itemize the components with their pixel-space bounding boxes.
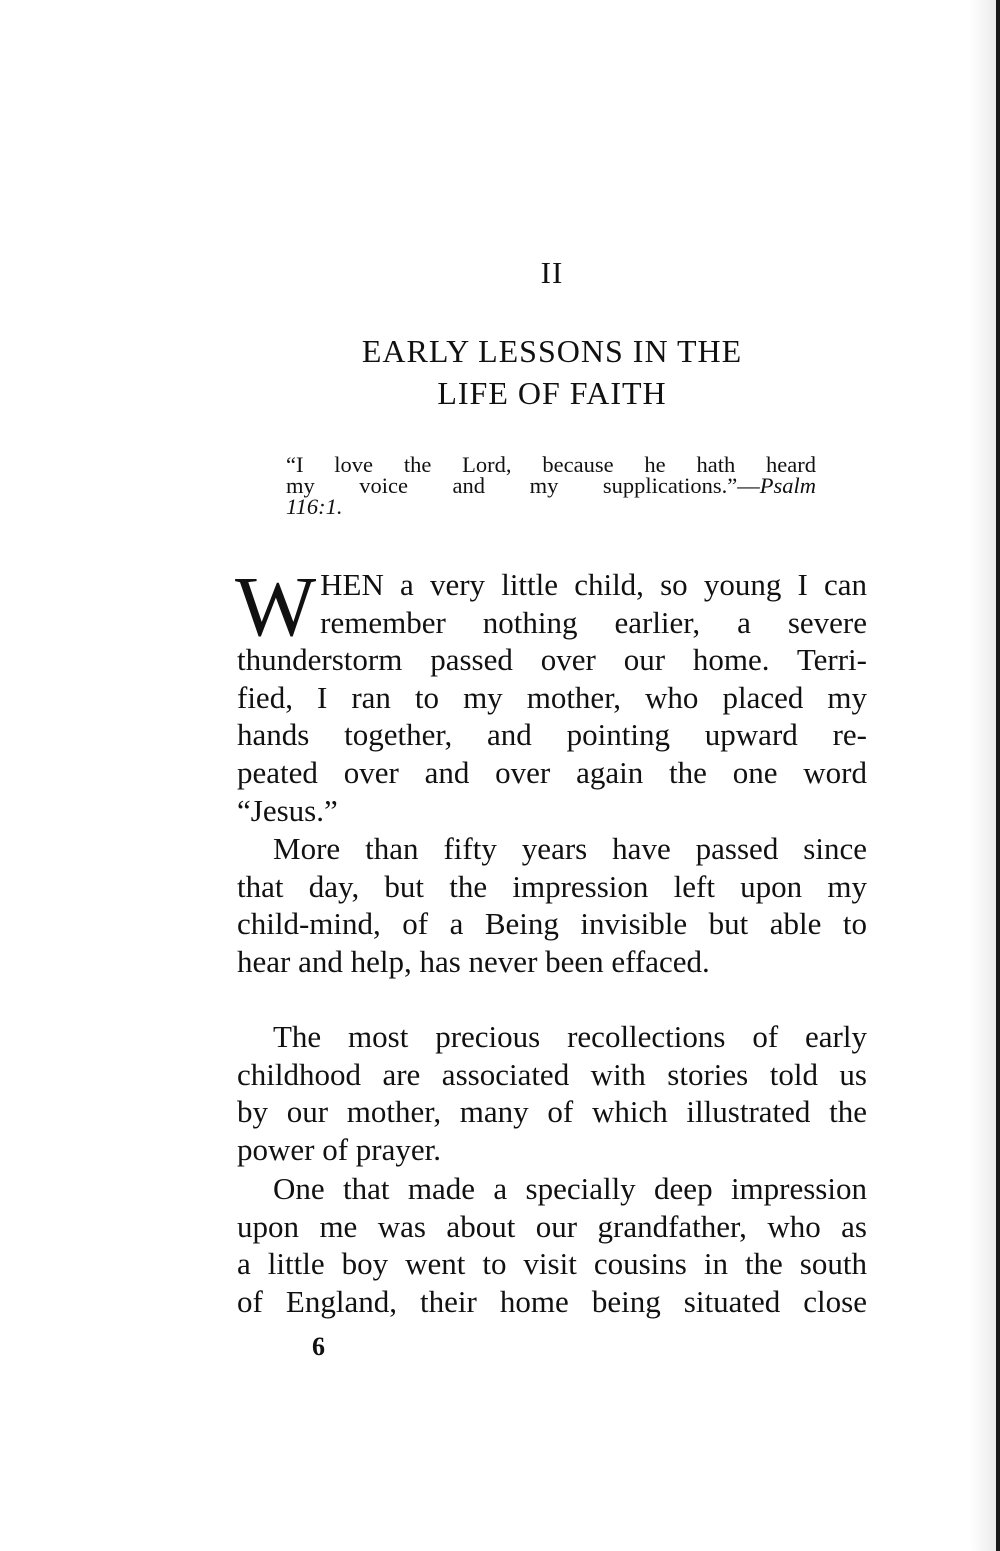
- paragraph-4-line-1: One that made a specially deep impression: [273, 1171, 867, 1206]
- paragraph-2-line-4: hear and help, has never been effaced.: [237, 943, 710, 979]
- paragraph-2-line-3: child-mind, of a Being invisible but able to: [237, 906, 867, 942]
- page-edge: [996, 0, 1000, 1551]
- paragraph-3: [237, 1018, 867, 1168]
- epigraph-line-1: “I love the Lord, because he hath heard: [286, 452, 816, 477]
- paragraph-4-line-3: a little boy went to visit cousins in the south: [237, 1246, 867, 1282]
- drop-cap: W: [235, 558, 317, 654]
- page-edge-shadow: [970, 0, 996, 1551]
- paragraph-2: [237, 830, 867, 980]
- epigraph-reference: Psalm: [759, 473, 816, 498]
- chapter-title: [0, 330, 1000, 414]
- epigraph-line-2: [286, 475, 816, 496]
- chapter-number: II: [540, 255, 564, 290]
- paragraph-1-line-6: peated over and over again the one word: [237, 754, 867, 790]
- epigraph-line-2-text: my voice and my supplications.”—: [286, 473, 760, 498]
- chapter-title-line-1: EARLY LESSONS IN THE: [361, 333, 743, 369]
- paragraph-4: [237, 1170, 867, 1320]
- epigraph: [286, 454, 816, 517]
- paragraph-3-line-4: power of prayer.: [237, 1131, 441, 1167]
- paragraph-4-line-4: of England, their home being situated close: [237, 1283, 867, 1319]
- paragraph-1-line-5: hands together, and pointing upward re-: [237, 717, 867, 753]
- paragraph-2-line-2: that day, but the impression left upon my: [237, 868, 867, 904]
- paragraph-2-line-1: More than fifty years have passed since: [273, 831, 867, 866]
- paragraph-1: [235, 558, 867, 829]
- paragraph-1-line-4: fied, I ran to my mother, who placed my: [237, 679, 867, 715]
- paragraph-1-line-1: HEN a very little child, so young I can: [320, 567, 867, 602]
- paragraph-3-line-3: by our mother, many of which illustrated the: [237, 1094, 867, 1130]
- chapter-title-line-2: LIFE OF FAITH: [437, 375, 667, 411]
- page-number: 6: [312, 1332, 325, 1361]
- paragraph-1-line-3: thunderstorm passed over our home. Terri-: [237, 642, 867, 678]
- epigraph-reference-verse: 116:1.: [286, 494, 343, 519]
- paragraph-1-line-2: remember nothing earlier, a severe: [320, 604, 867, 640]
- paragraph-3-line-2: childhood are associated with stories told us: [237, 1056, 867, 1092]
- paragraph-4-line-2: upon me was about our grandfather, who as: [237, 1208, 867, 1244]
- paragraph-3-line-1: The most precious recollections of early: [273, 1019, 867, 1054]
- paragraph-1-line-7: “Jesus.”: [237, 792, 338, 828]
